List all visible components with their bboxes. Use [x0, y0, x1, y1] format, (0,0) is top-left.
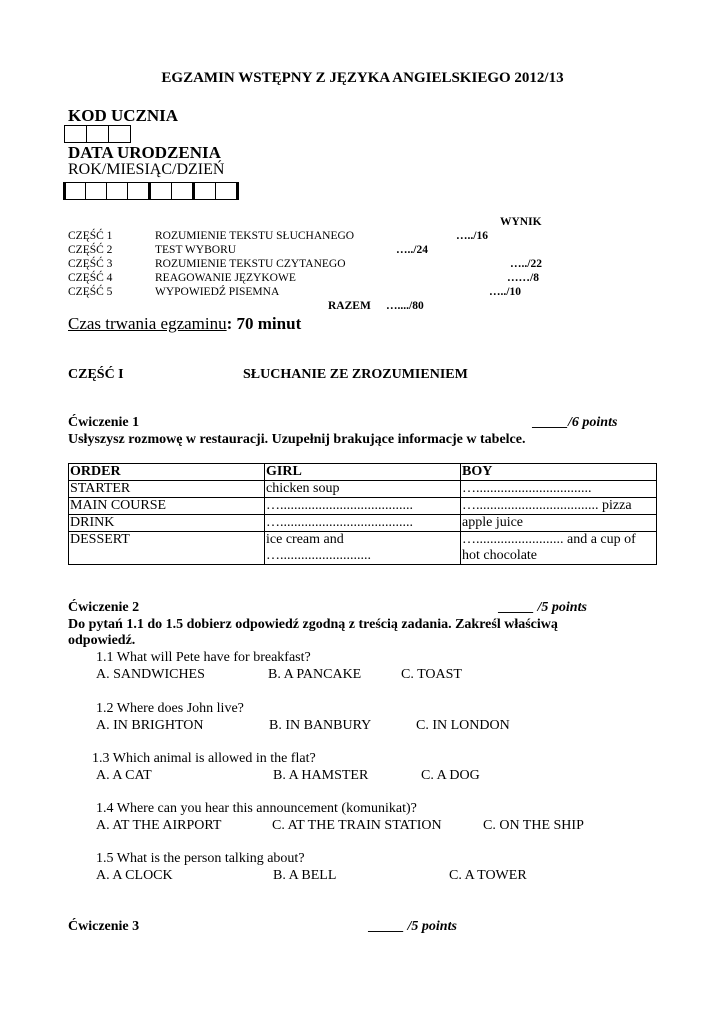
table-cell: MAIN COURSE: [69, 498, 265, 515]
table-row: [69, 481, 657, 498]
table-cell: apple juice: [461, 515, 657, 532]
option-c[interactable]: C. A DOG: [421, 768, 480, 783]
result-score: …../10: [489, 286, 521, 298]
student-code-boxes[interactable]: [64, 125, 131, 143]
total-score: …..../80: [386, 300, 424, 312]
result-part: CZĘŚĆ 4: [68, 272, 113, 284]
result-name: REAGOWANIE JĘZYKOWE: [155, 272, 296, 284]
ex1-table: [68, 463, 657, 565]
header-cell: BOY: [461, 464, 657, 481]
ex1-instruction: Usłyszysz rozmowę w restauracji. Uzupełnij brakujące informacje w tabelce.: [68, 432, 526, 447]
result-score: …../16: [456, 230, 488, 242]
option-a[interactable]: A. SANDWICHES: [96, 667, 205, 682]
table-cell-answer[interactable]: …......................................: [265, 515, 461, 532]
table-header-row: [69, 464, 657, 481]
dob-boxes[interactable]: [63, 182, 239, 200]
table-cell: chicken soup: [265, 481, 461, 498]
question-text: 1.5 What is the person talking about?: [96, 851, 305, 866]
result-score: …../22: [510, 258, 542, 270]
ex3-points: _____ /5 points: [369, 919, 457, 934]
ex1-title: Ćwiczenie 1: [68, 415, 140, 430]
table-cell-answer[interactable]: …......................................: [265, 498, 461, 515]
table-row: [69, 515, 657, 532]
option-a[interactable]: A. IN BRIGHTON: [96, 718, 204, 733]
ex2-instruction-cont: odpowiedź.: [68, 633, 136, 648]
exam-title: EGZAMIN WSTĘPNY Z JĘZYKA ANGIELSKIEGO 2012/13: [161, 70, 564, 86]
result-part: CZĘŚĆ 3: [68, 258, 113, 270]
option-b[interactable]: B. A HAMSTER: [273, 768, 369, 783]
ex2-points: _____ /5 points: [499, 600, 587, 615]
option-a[interactable]: A. A CAT: [96, 768, 152, 783]
question-text: 1.2 Where does John live?: [96, 701, 244, 716]
total-label: RAZEM: [328, 300, 371, 312]
table-row: [69, 498, 657, 515]
results-heading: WYNIK: [500, 216, 542, 228]
result-part: CZĘŚĆ 5: [68, 286, 113, 298]
ex3-title: Ćwiczenie 3: [68, 919, 140, 934]
result-name: TEST WYBORU: [155, 244, 237, 256]
table-cell-answer[interactable]: ice cream and …..........................: [265, 532, 461, 565]
result-score: ……/8: [507, 272, 539, 284]
table-cell-answer[interactable]: …......................... and a cup of hot chocolate: [461, 532, 657, 565]
option-b[interactable]: B. A PANCAKE: [268, 667, 362, 682]
duration-value: : 70 minut: [226, 314, 302, 333]
result-part: CZĘŚĆ 2: [68, 244, 113, 256]
option-c[interactable]: C. IN LONDON: [416, 718, 510, 733]
option-b[interactable]: B. IN BANBURY: [269, 718, 372, 733]
table-row: [69, 532, 657, 565]
ex2-instruction: Do pytań 1.1 do 1.5 dobierz odpowiedź zgodną z treścią zadania. Zakreśl właściwą: [68, 617, 558, 632]
result-score: …../24: [396, 244, 428, 256]
ex2-title: Ćwiczenie 2: [68, 600, 140, 615]
result-name: ROZUMIENIE TEKSTU SŁUCHANEGO: [155, 230, 355, 242]
table-cell: STARTER: [69, 481, 265, 498]
option-c[interactable]: C. ON THE SHIP: [483, 818, 584, 833]
part1-title: SŁUCHANIE ZE ZROZUMIENIEM: [243, 367, 468, 382]
part1-label: CZĘŚĆ I: [68, 367, 124, 382]
option-a[interactable]: A. AT THE AIRPORT: [96, 818, 222, 833]
dob-label: DATA URODZENIA: [68, 143, 221, 162]
question-text: 1.4 Where can you hear this announcement (komunikat)?: [96, 801, 417, 816]
duration: [68, 314, 301, 334]
table-cell-answer[interactable]: …................................... pizza: [461, 498, 657, 515]
result-part: CZĘŚĆ 1: [68, 230, 113, 242]
result-name: WYPOWIEDŹ PISEMNA: [155, 286, 280, 298]
dob-format: ROK/MIESIĄC/DZIEŃ: [68, 161, 225, 178]
student-code-label: KOD UCZNIA: [68, 106, 179, 125]
table-cell: DRINK: [69, 515, 265, 532]
option-b[interactable]: C. AT THE TRAIN STATION: [272, 818, 442, 833]
question-text: 1.3 Which animal is allowed in the flat?: [92, 751, 316, 766]
header-cell: GIRL: [265, 464, 461, 481]
ex1-points: _____/6 points: [533, 415, 618, 430]
question-text: 1.1 What will Pete have for breakfast?: [96, 650, 311, 665]
table-cell: DESSERT: [69, 532, 265, 565]
result-name: ROZUMIENIE TEKSTU CZYTANEGO: [155, 258, 346, 270]
table-cell-answer[interactable]: ….................................: [461, 481, 657, 498]
header-cell: ORDER: [69, 464, 265, 481]
option-c[interactable]: C. A TOWER: [449, 868, 527, 883]
option-b[interactable]: B. A BELL: [273, 868, 337, 883]
option-a[interactable]: A. A CLOCK: [96, 868, 173, 883]
duration-label: Czas trwania egzaminu: [68, 314, 227, 333]
option-c[interactable]: C. TOAST: [401, 667, 462, 682]
